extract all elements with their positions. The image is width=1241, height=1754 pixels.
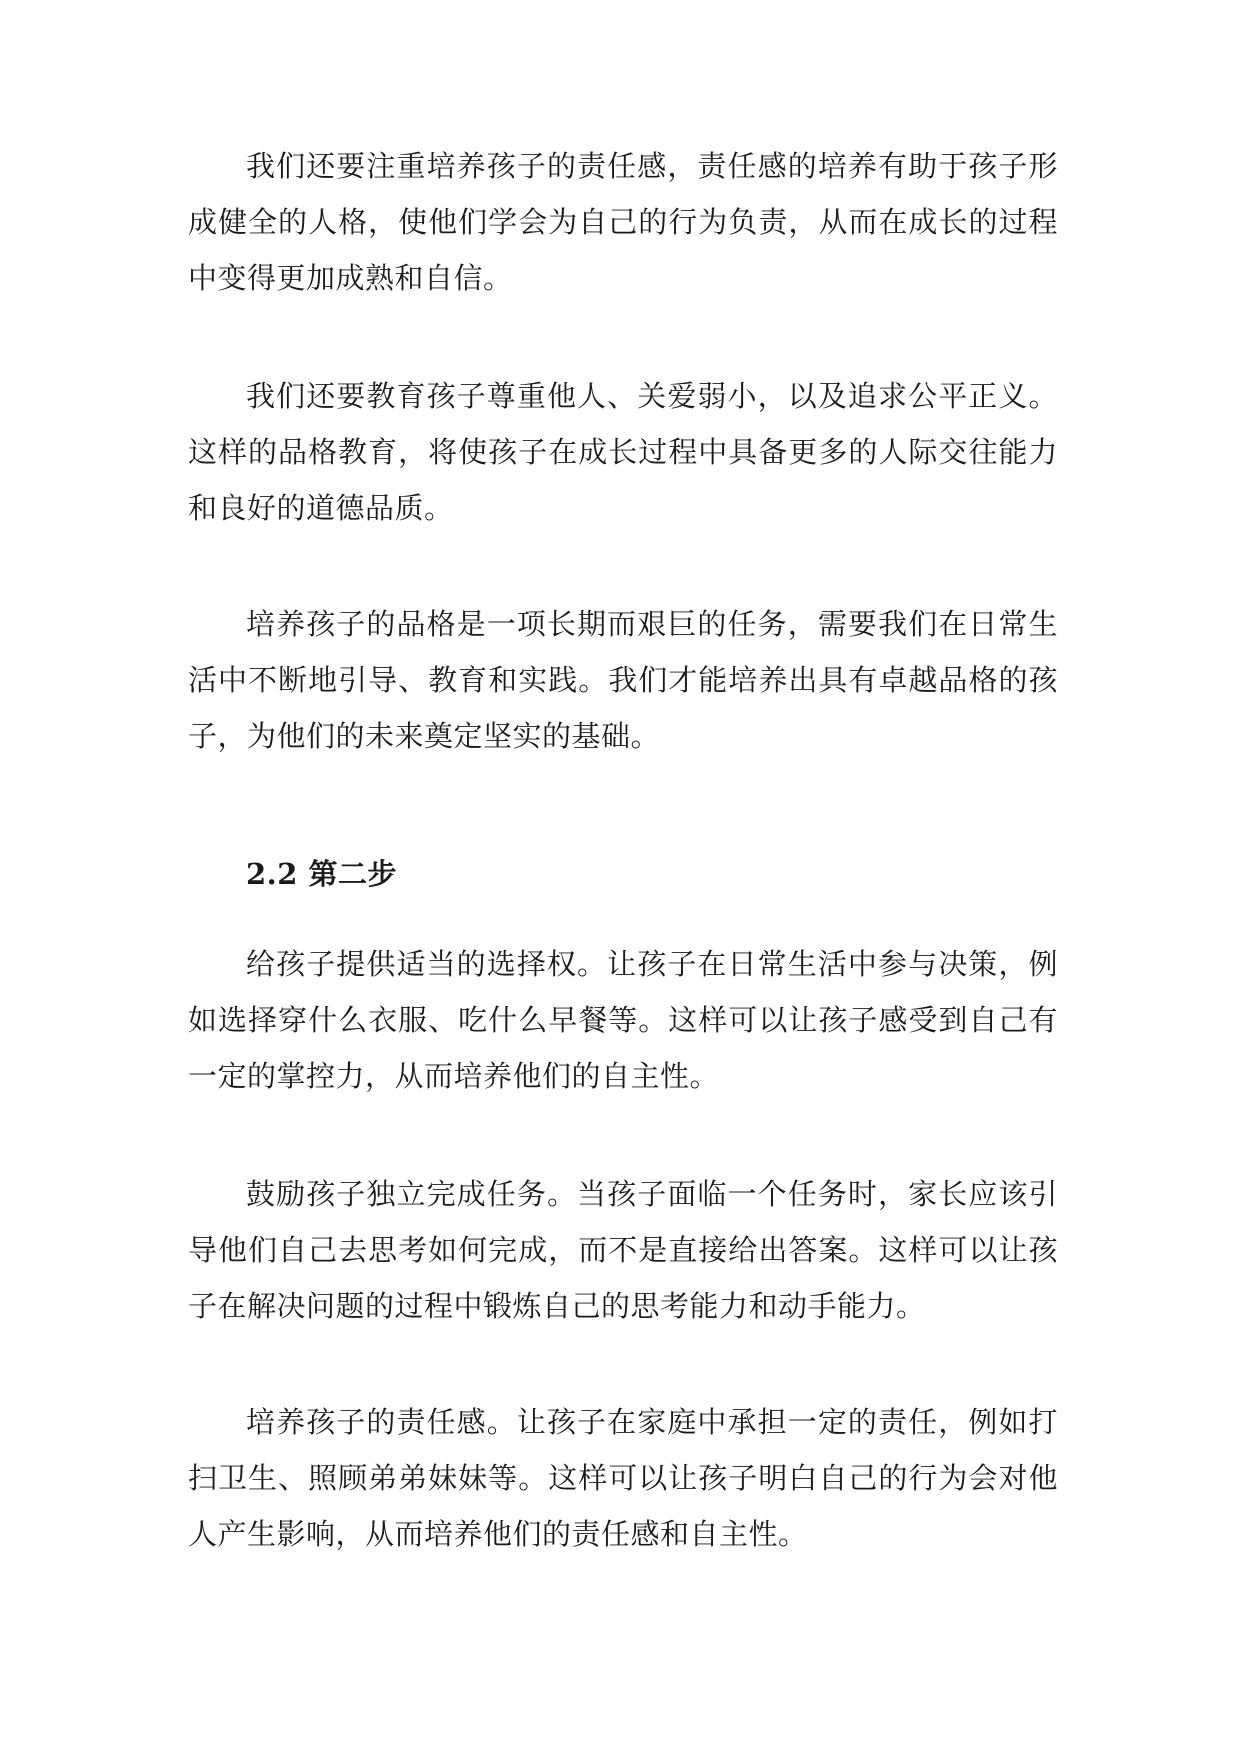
paragraph-household-duty: 培养孩子的责任感。让孩子在家庭中承担一定的责任，例如打扫卫生、照顾弟弟妹妹等。这样可以让孩子明白自己的行为会对他人产生影响，从而培养他们的责任感和自主性。: [188, 1405, 1058, 1551]
paragraph-responsibility: 我们还要注重培养孩子的责任感，责任感的培养有助于孩子形成健全的人格，使他们学会为自己的行为负责，从而在成长的过程中变得更加成熟和自信。: [188, 149, 1058, 295]
section-heading: 2.2 第二步: [246, 857, 398, 891]
paragraph-respect-others: 我们还要教育孩子尊重他人、关爱弱小，以及追求公平正义。这样的品格教育，将使孩子在成长过程中具备更多的人际交往能力和良好的道德品质。: [188, 379, 1058, 525]
paragraph-independence: 鼓励孩子独立完成任务。当孩子面临一个任务时，家长应该引导他们自己去思考如何完成，而不是直接给出答案。这样可以让孩子在解决问题的过程中锻炼自己的思考能力和动手能力。: [188, 1177, 1058, 1323]
paragraph-character-task: 培养孩子的品格是一项长期而艰巨的任务，需要我们在日常生活中不断地引导、教育和实践。我们才能培养出具有卓越品格的孩子，为他们的未来奠定坚实的基础。: [188, 607, 1058, 753]
paragraph-choice: 给孩子提供适当的选择权。让孩子在日常生活中参与决策，例如选择穿什么衣服、吃什么早餐等。这样可以让孩子感受到自己有一定的掌控力，从而培养他们的自主性。: [188, 947, 1058, 1093]
